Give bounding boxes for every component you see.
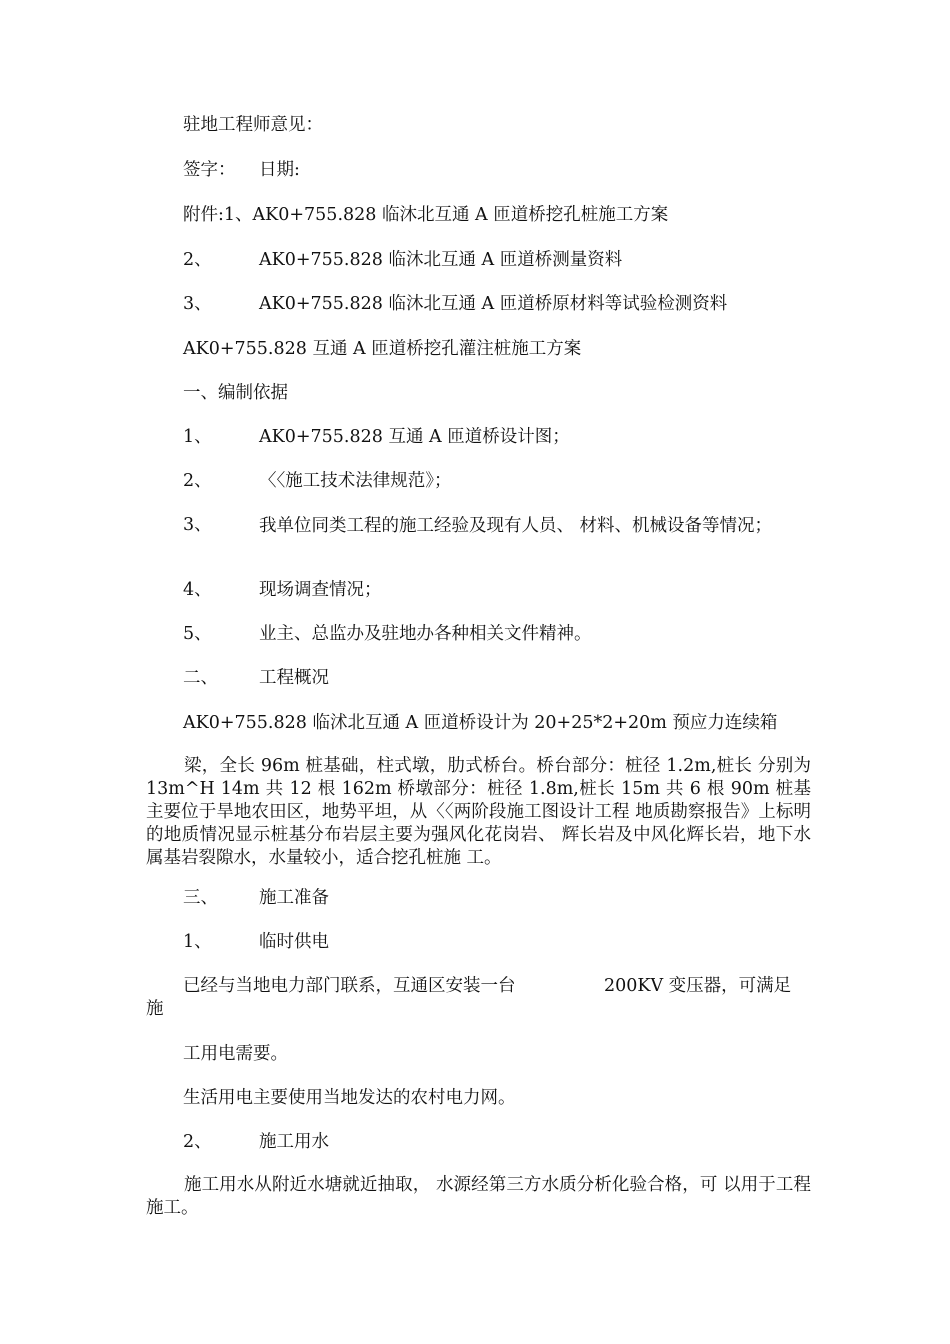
section-2-number: 二、 — [183, 668, 218, 688]
basis-item-number: 2、 — [183, 471, 212, 491]
section-1-heading: 一、编制依据 — [183, 383, 288, 403]
power-wrap-char: 施 — [146, 999, 164, 1019]
section-3-number: 三、 — [183, 888, 218, 908]
basis-item-number: 1、 — [183, 427, 212, 447]
attachment-2-text: AK0+755.828 临沐北互通 A 匝道桥测量资料 — [259, 250, 623, 270]
basis-item-3 — [0, 514, 950, 560]
basis-item-text: AK0+755.828 互通 A 匝道桥设计图； — [259, 427, 570, 447]
section-2-text: 工程概况 — [259, 668, 329, 688]
attachment-3-number: 3、 — [183, 294, 212, 314]
section-3-text: 施工准备 — [259, 888, 329, 908]
overview-line-1: AK0+755.828 临沭北互通 A 匝道桥设计为 20+25*2+20m 预应力连续箱 — [183, 713, 778, 733]
basis-item-number: 4、 — [183, 580, 212, 600]
sign-label: 签字： — [183, 160, 236, 180]
attachment-2-number: 2、 — [183, 250, 212, 270]
power-paragraph-cont: 工用电需要。 — [183, 1044, 288, 1064]
plan-title: AK0+755.828 互通 A 匝道桥挖孔灌注桩施工方案 — [183, 339, 582, 359]
basis-item-number: 3、 — [183, 515, 212, 535]
basis-item-text: 〈〈施工技术法律规范》； — [259, 471, 452, 491]
power-text-right: 200KV 变压器，可满足 — [604, 976, 792, 996]
power-text-left: 已经与当地电力部门联系，互通区安装一台 — [183, 976, 516, 996]
attachment-3-text: AK0+755.828 临沐北互通 A 匝道桥原材料等试验检测资料 — [259, 294, 728, 314]
basis-item-number: 5、 — [183, 624, 212, 644]
water-paragraph: 施工用水从附近水塘就近抽取， 水源经第三方水质分析化验合格，可 以用于工程施工。 — [146, 1175, 811, 1218]
item-water-number: 2、 — [183, 1132, 212, 1152]
date-label: 日期: — [259, 160, 300, 180]
basis-item-text: 现场调查情况； — [259, 580, 382, 600]
item-water-text: 施工用水 — [259, 1132, 329, 1152]
power-living: 生活用电主要使用当地发达的农村电力网。 — [183, 1088, 516, 1108]
item-power-number: 1、 — [183, 932, 212, 952]
item-power-text: 临时供电 — [259, 932, 329, 952]
attachment-1: 附件:1、AK0+755.828 临沐北互通 A 匝道桥挖孔桩施工方案 — [183, 205, 669, 225]
engineer-opinion-label: 驻地工程师意见： — [183, 115, 323, 135]
basis-item-text: 我单位同类工程的施工经验及现有人员、 材料、机械设备等情况； — [259, 516, 773, 536]
overview-paragraph: 梁，全长 96m 桩基础，柱式墩，肋式桥台。桥台部分：桩径 1.2m,桩长 分别为 13m^H 14m 共 12 根 162m 桥墩部分：桩径 1.8m,桩长 15m 共 6 根 90m 桩基主要位于旱地农田区，地势平坦，从〈〈两阶段施工图设计工程 地质勘察报告》上标明的地质情况显示桩基分布岩层主要为强风化花岗岩、 辉长岩及中风化辉长岩，地下水属基岩裂隙水，水量较小，适合挖孔桩施 工。 — [146, 756, 811, 868]
basis-item-text: 业主、总监办及驻地办各种相关文件精神。 — [259, 624, 592, 644]
